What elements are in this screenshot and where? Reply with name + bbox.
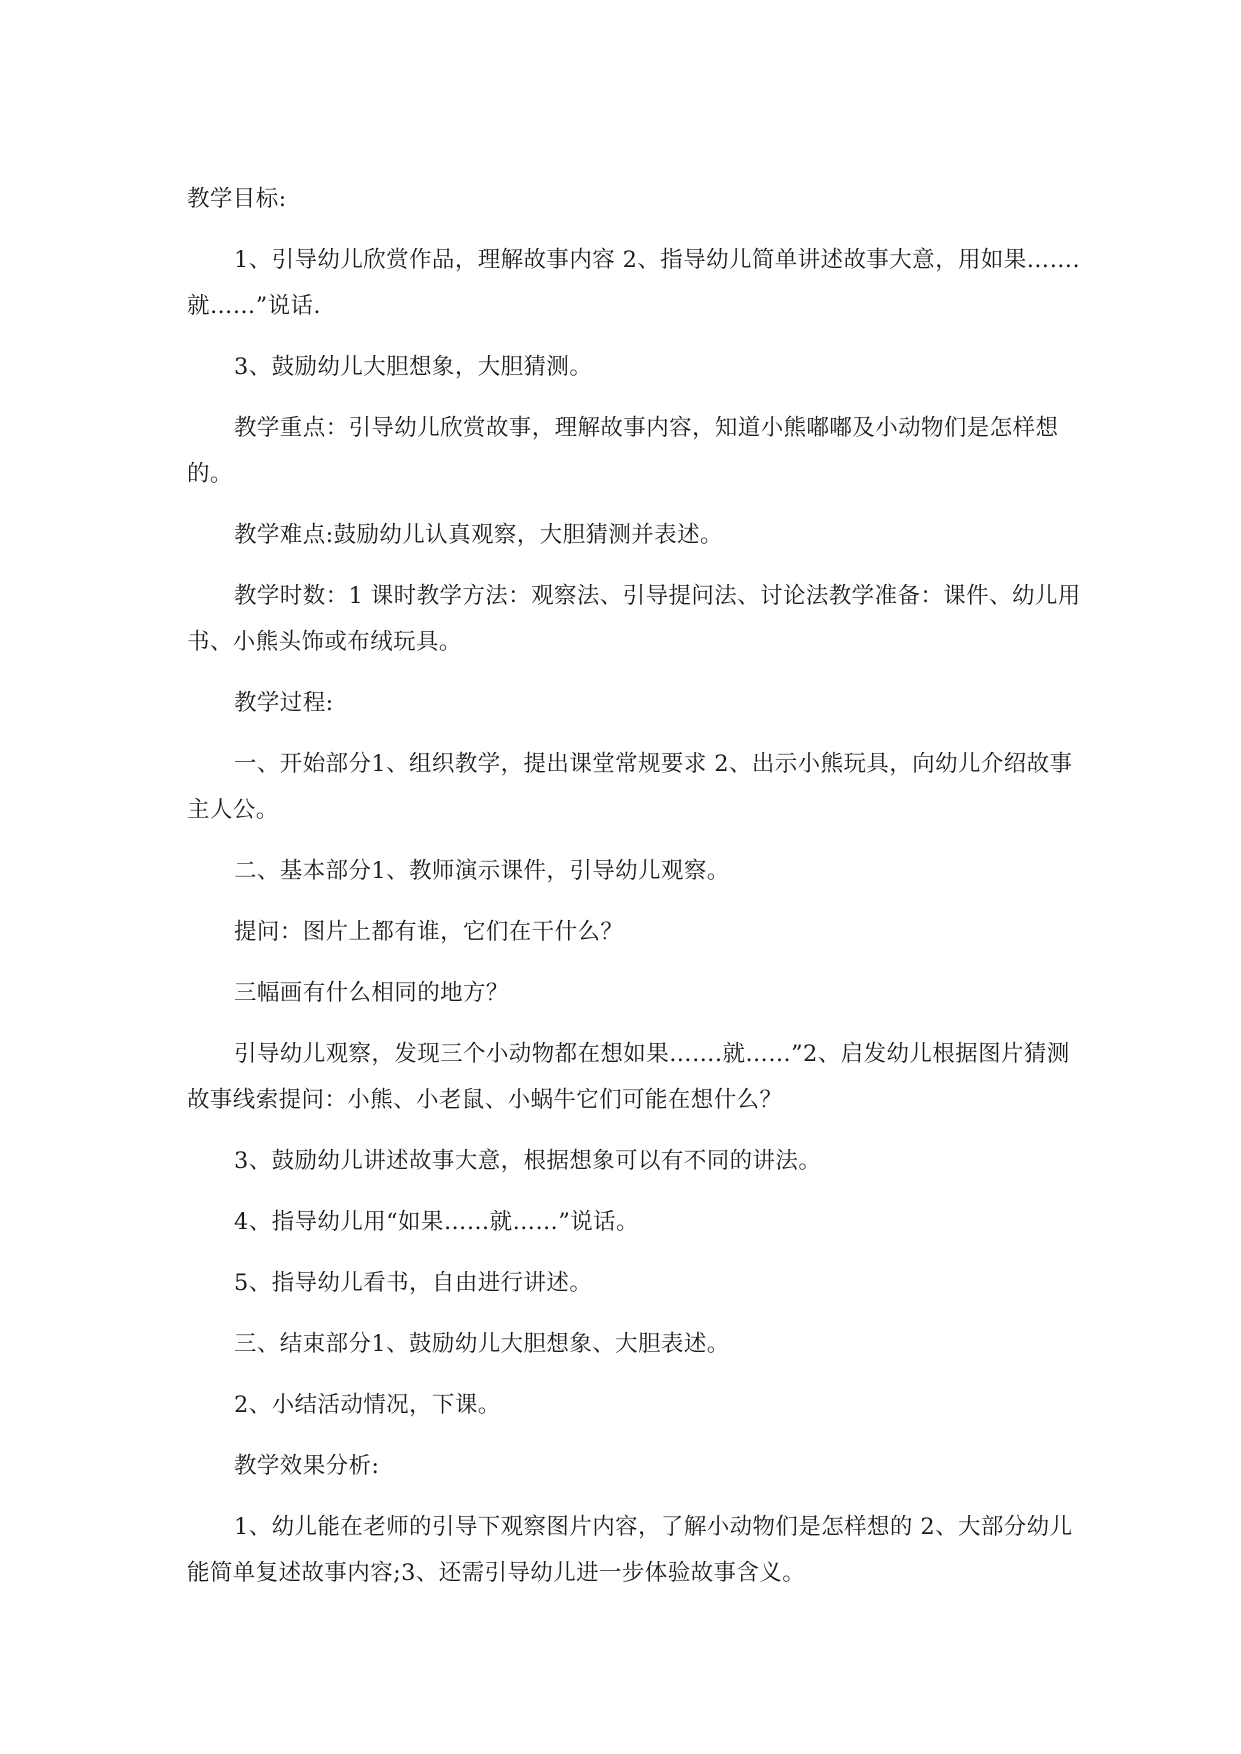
paragraph-effect-analysis: 1、幼儿能在老师的引导下观察图片内容，了解小动物们是怎样想的 2、大部分幼儿能简单复述故事内容;3、还需引导幼儿进一步体验故事含义。 (187, 1514, 1073, 1586)
paragraph-guide-observation: 引导幼儿观察，发现三个小动物都在想如果…….就……”2、启发幼儿根据图片猜测故事线索提问：小熊、小老鼠、小蜗牛它们可能在想什么？ (187, 1041, 1070, 1113)
paragraph-difficulties: 教学难点:鼓励幼儿认真观察，大胆猜测并表述。 (234, 522, 723, 548)
paragraph-opening-section: 一、开始部分1、组织教学，提出课堂常规要求 2、出示小熊玩具，向幼儿介绍故事主人公。 (187, 751, 1073, 823)
paragraph-key-points: 教学重点：引导幼儿欣赏故事，理解故事内容，知道小熊嘟嘟及小动物们是怎样想的。 (187, 415, 1059, 487)
paragraph-summary: 2、小结活动情况，下课。 (234, 1392, 501, 1418)
paragraph-step-3: 3、鼓励幼儿讲述故事大意，根据想象可以有不同的讲法。 (234, 1148, 822, 1174)
document-body (187, 176, 1087, 1611)
paragraph-step-4: 4、指导幼儿用“如果……就……”说话。 (234, 1209, 639, 1235)
paragraph-basic-section: 二、基本部分1、教师演示课件，引导幼儿观察。 (234, 858, 730, 884)
paragraph-question-1: 提问：图片上都有谁，它们在干什么？ (234, 919, 624, 945)
paragraph-objective-1-2: 1、引导幼儿欣赏作品，理解故事内容 2、指导幼儿简单讲述故事大意，用如果…….就……”说话. (187, 247, 1081, 319)
paragraph-step-5: 5、指导幼儿看书，自由进行讲述。 (234, 1270, 593, 1296)
paragraph-teaching-objectives-heading: 教学目标: (187, 186, 287, 212)
paragraph-closing-section: 三、结束部分1、鼓励幼儿大胆想象、大胆表述。 (234, 1331, 730, 1357)
paragraph-effect-analysis-heading: 教学效果分析: (234, 1453, 380, 1479)
paragraph-process-heading: 教学过程: (234, 690, 334, 716)
paragraph-question-2: 三幅画有什么相同的地方？ (234, 980, 509, 1006)
paragraph-objective-3: 3、鼓励幼儿大胆想象，大胆猜测。 (234, 354, 593, 380)
paragraph-hours-methods-preparation: 教学时数：1 课时教学方法：观察法、引导提问法、讨论法教学准备：课件、幼儿用书、小熊头饰或布绒玩具。 (187, 583, 1081, 655)
